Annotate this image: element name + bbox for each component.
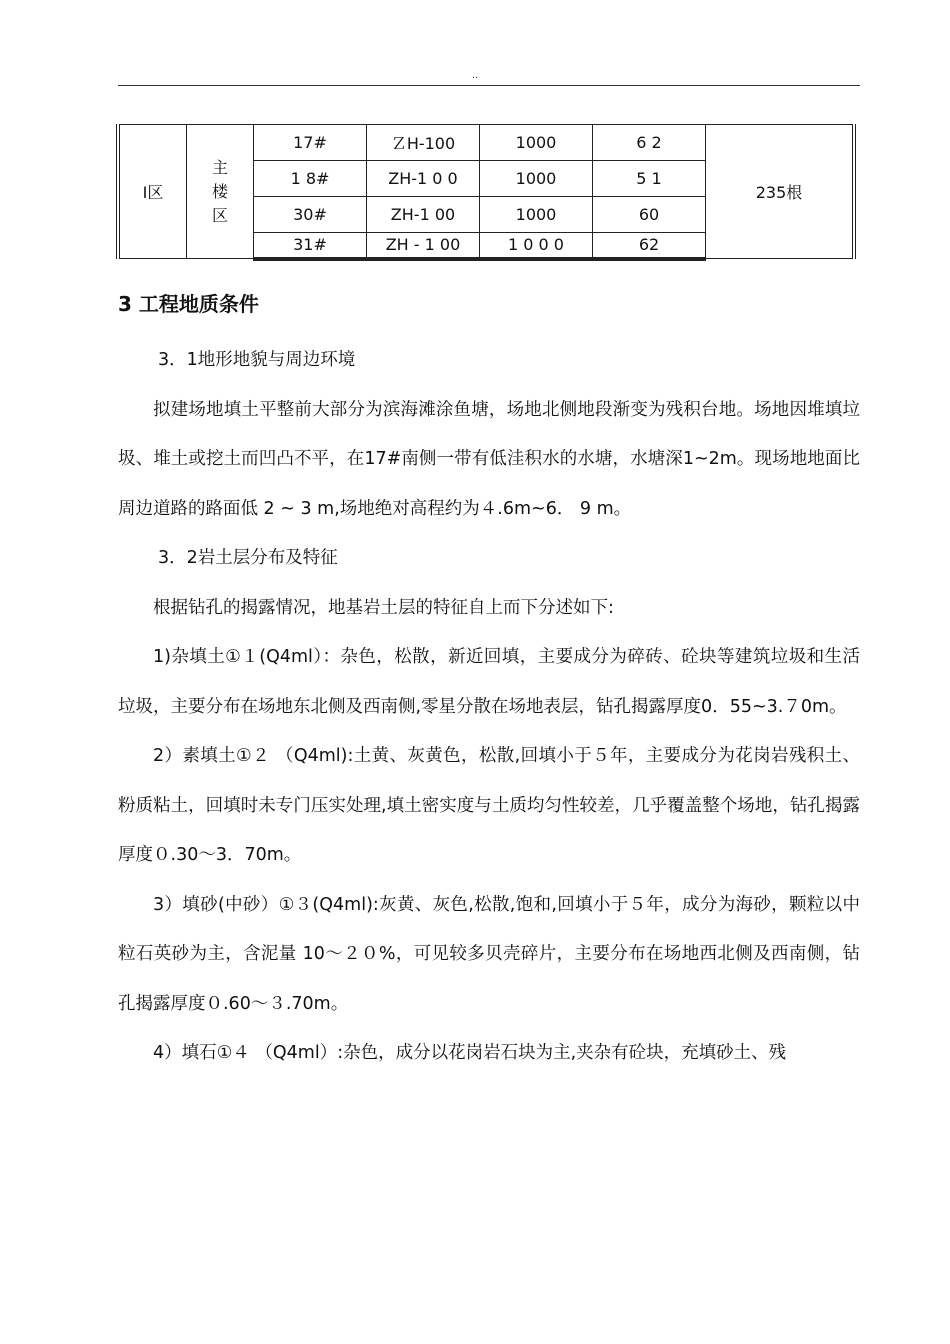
pile-no: 17# (254, 125, 367, 161)
pile-count: 60 (593, 197, 706, 233)
pile-count: 62 (593, 233, 706, 259)
document-body (118, 282, 860, 1079)
header-mark: .. (471, 70, 479, 81)
pile-count: 6 2 (593, 125, 706, 161)
pile-table (116, 124, 856, 261)
paragraph: 1)杂填土①１(Q4ml）：杂色，松散，新近回填，主要成分为碎砖、砼块等建筑垃圾和生活垃圾，主要分布在场地东北侧及西南侧,零星分散在场地表层，钻孔揭露厚度0．55~3.７0m。 (118, 647, 860, 717)
paragraph: 2）素填土①２ （Q4ml):土黄、灰黄色，松散,回填小于５年，主要成分为花岗岩残积土、粉质粘土，回填时未专门压实处理,填土密实度与土质均匀性较差，几乎覆盖整个场地，钻孔揭露厚度０.30～3．70m。 (118, 746, 860, 865)
paragraph: 4）填石①４ （Q4ml）:杂色，成分以花岗岩石块为主,夹杂有砼块，充填砂土、残 (153, 1043, 787, 1063)
header-rule (118, 85, 860, 86)
subsection-title: 3．2岩土层分布及特征 (158, 548, 338, 568)
area-char: 楼 (211, 181, 228, 201)
zone-cell: Ⅰ区 (118, 125, 187, 259)
pile-model: ＺH-100 (367, 125, 480, 161)
pile-no: 31# (254, 233, 367, 259)
pile-total: 235根 (706, 125, 855, 259)
pile-no: 30# (254, 197, 367, 233)
pile-no: 1 8# (254, 161, 367, 197)
pile-length: 1000 (480, 125, 593, 161)
pile-length: 1000 (480, 197, 593, 233)
paragraph: 根据钻孔的揭露情况，地基岩土层的特征自上而下分述如下: (153, 597, 614, 618)
area-cell (187, 125, 254, 259)
subsection-title: 3．1地形地貌与周边环境 (158, 350, 356, 370)
pile-count: 5 1 (593, 161, 706, 197)
area-char: 主 (211, 157, 228, 177)
area-char: 区 (211, 205, 228, 225)
pile-length: 1 0 0 0 (480, 233, 593, 259)
pile-model: ZH-1 0 0 (367, 161, 480, 197)
pile-model: ZH-1 00 (367, 197, 480, 233)
paragraph: 拟建场地填土平整前大部分为滨海滩涂鱼塘，场地北侧地段渐变为残积台地。场地因堆填垃圾、堆土或挖土而凹凸不平，在17#南侧一带有低洼积水的水塘，水塘深1~2m。现场地地面比周边道路的路面低 2 ~ 3 m,场地绝对高程约为４.6m~6． 9 m。 (118, 399, 860, 519)
pile-length: 1000 (480, 161, 593, 197)
pile-model: ZH - 1 00 (367, 233, 480, 259)
section-title: 3 工程地质条件 (118, 292, 259, 316)
paragraph: 3）填砂(中砂）①３(Q4ml):灰黄、灰色,松散,饱和,回填小于５年，成分为海砂，颗粒以中粒石英砂为主，含泥量 10～２０%，可见较多贝壳碎片，主要分布在场地西北侧及西南侧，钻孔揭露厚度０.60～３.70m。 (118, 894, 860, 1014)
